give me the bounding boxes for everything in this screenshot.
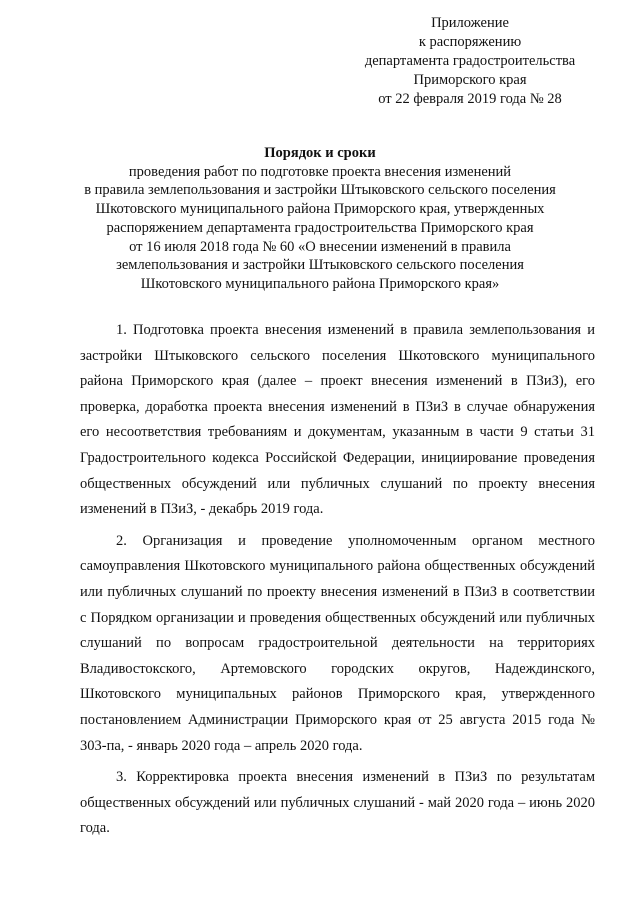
title-line: Шкотовского муниципального района Приморского края» — [140, 275, 500, 292]
paragraph-3: 3. Корректировка проекта внесения изменений в ПЗиЗ по результатам общественных обсуждений или публичных слушаний - май 2020 года – июнь 2020 года. — [80, 769, 595, 837]
attachment-block — [330, 14, 610, 109]
title-line: распоряжением департамента градостроительства Приморского края — [106, 219, 534, 236]
attachment-label: Приложение — [431, 15, 509, 31]
attachment-department: департамента градостроительства — [364, 53, 576, 69]
title-line: проведения работ по подготовке проекта внесения изменений — [128, 163, 512, 180]
document-body — [80, 318, 595, 848]
title-line: землепользования и застройки Штыковского сельского поселения — [116, 257, 524, 274]
attachment-ref: к распоряжению — [418, 34, 522, 50]
paragraph-1: 1. Подготовка проекта внесения изменений в правила землепользования и застройки Штыковского сельского поселения Шкотовского муниципального района Приморского края (далее – проект внесения изменений в ПЗиЗ), его проверка, доработка проекта внесения изменений в ПЗиЗ в случае обнаружения его несоответствия требованиям и документам, указанным в части 9 статьи 31 Градостроительного кодекса Российской Федерации, инициирование проведения общественных обсуждений или публичных слушаний по проекту внесения изменений в ПЗиЗ, - декабрь 2019 года. — [80, 322, 595, 518]
title-line: от 16 июля 2018 года № 60 «О внесении изменений в правила — [129, 238, 511, 255]
title-block — [60, 144, 580, 294]
title-line: в правила землепользования и застройки Штыковского сельского поселения — [84, 182, 556, 199]
title-line: Шкотовского муниципального района Приморского края, утвержденных — [95, 201, 545, 218]
page-title: Порядок и сроки — [264, 145, 376, 161]
attachment-region: Приморского края — [413, 72, 527, 88]
paragraph-2: 2. Организация и проведение уполномоченным органом местного самоуправления Шкотовского муниципального района общественных обсуждений или публичных слушаний по проекту внесения изменений в ПЗиЗ в соответствии с Порядком организации и проведения общественных обсуждений или публичных слушаний по вопросам градостроительной деятельности на территориях Владивостокского, Артемовского городских округов, Надеждинского, Шкотовского муниципальных районов Приморского края, утвержденного постановлением Администрации Приморского края от 25 августа 2015 года № 303-па, - январь 2020 года – апрель 2020 года. — [80, 532, 595, 754]
attachment-date: от 22 февраля 2019 года № 28 — [378, 91, 562, 107]
